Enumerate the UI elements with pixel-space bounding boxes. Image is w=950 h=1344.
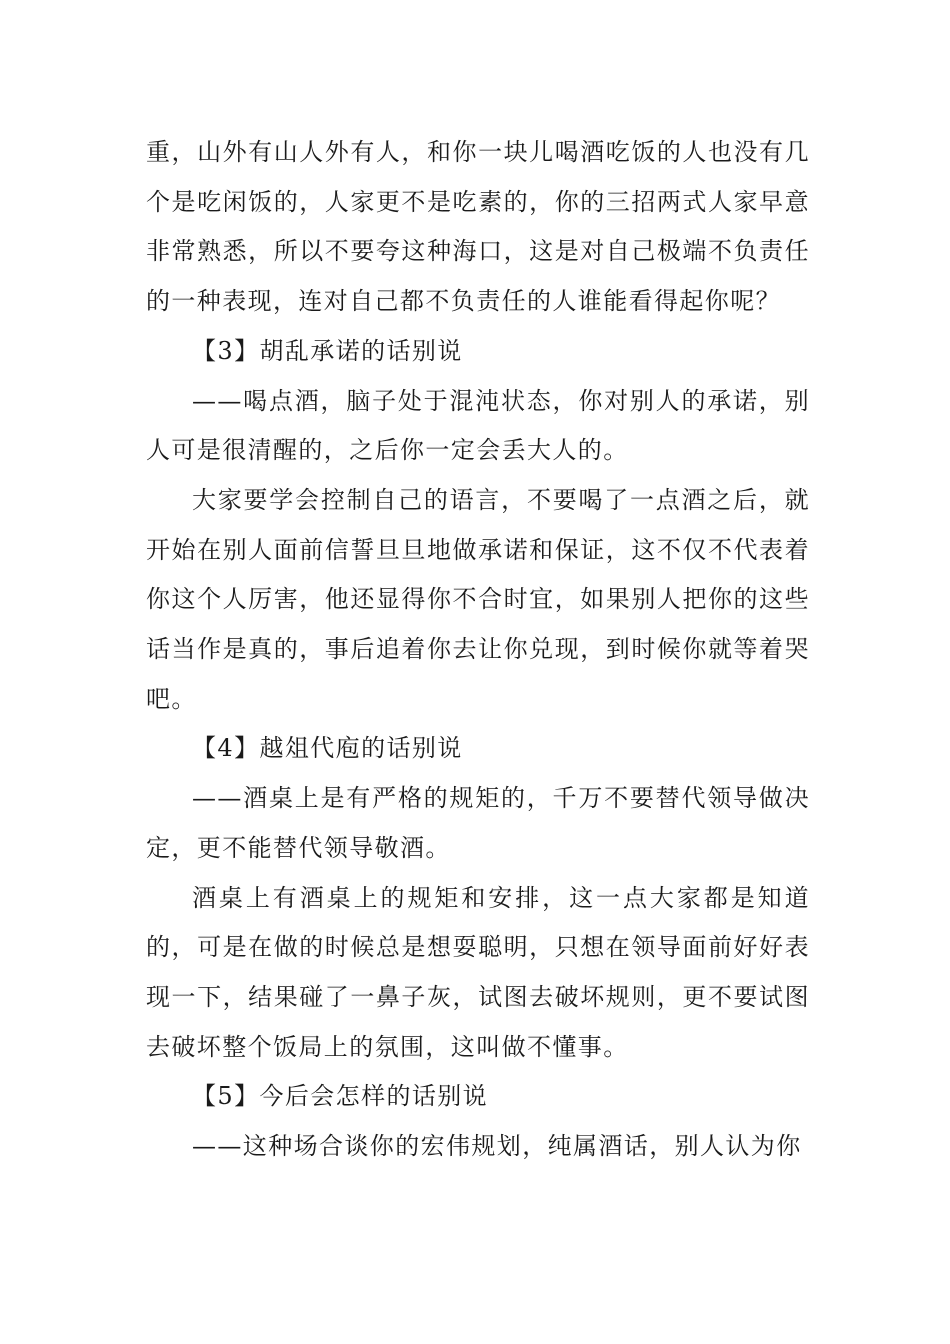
paragraph-summary-5: ——这种场合谈你的宏伟规划，纯属酒话，别人认为你: [192, 1132, 802, 1161]
section-heading-5: 【5】今后会怎样的话别说: [192, 1082, 489, 1111]
document-page: [146, 128, 810, 1172]
paragraph-continuation: 重，山外有山人外有人，和你一块儿喝酒吃饭的人也没有几个是吃闲饭的，人家更不是吃素的，你的三招两式人家早意非常熟悉，所以不要夸这种海口，这是对自己极端不负责任的一种表现，连对自己都不负责任的人谁能看得起你呢？: [146, 138, 810, 316]
section-heading-4: 【4】越俎代庖的话别说: [192, 734, 463, 763]
paragraph-body-3: 大家要学会控制自己的语言，不要喝了一点酒之后，就开始在别人面前信誓旦旦地做承诺和保证，这不仅不代表着你这个人厉害，他还显得你不合时宜，如果别人把你的这些话当作是真的，事后追着你去让你兑现，到时候你就等着哭吧。: [146, 485, 810, 713]
section-heading-3: 【3】胡乱承诺的话别说: [192, 336, 463, 365]
paragraph-body-4: 酒桌上有酒桌上的规矩和安排，这一点大家都是知道的，可是在做的时候总是想耍聪明，只想在领导面前好好表现一下，结果碰了一鼻子灰，试图去破坏规则，更不要试图去破坏整个饭局上的氛围，这叫做不懂事。: [146, 883, 810, 1061]
paragraph-summary-4: ——酒桌上是有严格的规矩的，千万不要替代领导做决定，更不能替代领导敬酒。: [146, 784, 810, 862]
paragraph-summary-3: ——喝点酒，脑子处于混沌状态，你对别人的承诺，别人可是很清醒的，之后你一定会丢大人的。: [146, 386, 810, 465]
